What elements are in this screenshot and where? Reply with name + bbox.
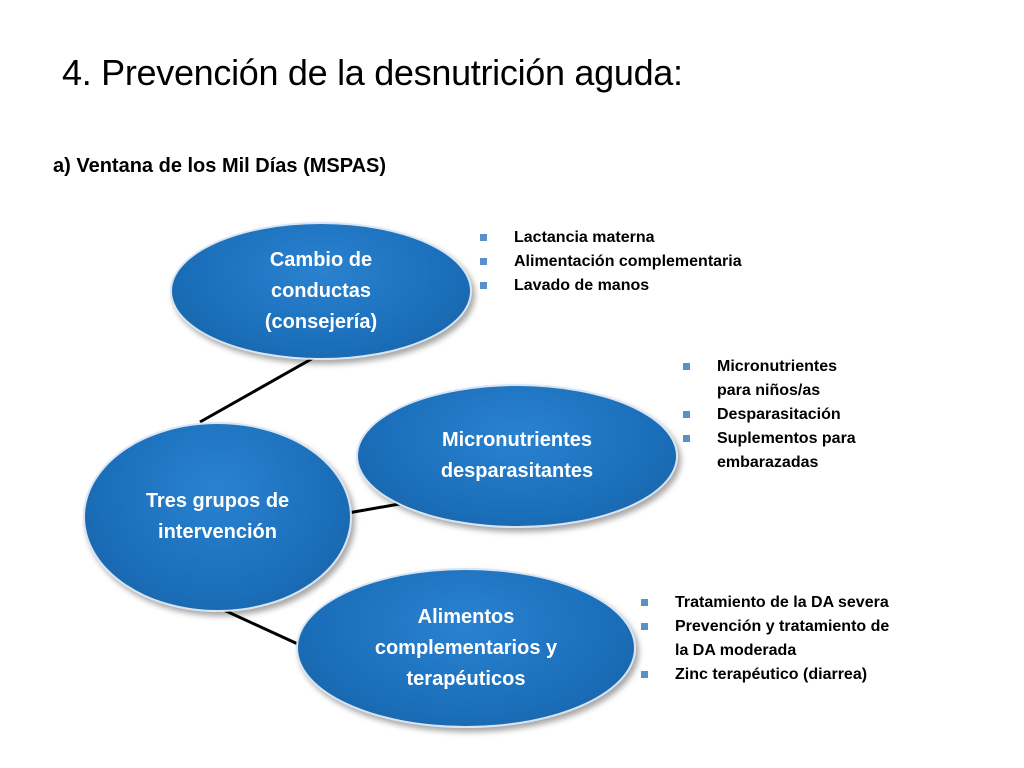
list-item-text: Desparasitación xyxy=(717,406,841,423)
connector-hub-to-behavior xyxy=(200,357,315,422)
list-behavior-change xyxy=(480,226,742,298)
list-item-text: Lactancia materna xyxy=(514,229,655,246)
list-item-text: Micronutrientes para niños/as xyxy=(717,358,838,399)
list-item xyxy=(480,250,742,274)
square-bullet-icon xyxy=(480,234,487,241)
list-item-text: Suplementos para embarazadas xyxy=(717,430,856,471)
list-item-text: Tratamiento de la DA severa xyxy=(675,594,889,611)
slide-title: 4. Prevención de la desnutrición aguda: xyxy=(62,52,683,93)
square-bullet-icon xyxy=(641,671,648,678)
list-item-text: Alimentación complementaria xyxy=(514,253,742,270)
list-item xyxy=(683,403,856,427)
node-complementary-foods xyxy=(296,568,636,728)
list-item-text: Zinc terapéutico (diarrea) xyxy=(675,666,868,683)
list-item xyxy=(480,226,742,250)
node-behavior-change xyxy=(170,222,472,360)
node-micronutrients-label: Micronutrientes desparasitantes xyxy=(440,429,594,482)
square-bullet-icon xyxy=(641,623,648,630)
list-item-text: Lavado de manos xyxy=(514,277,650,294)
list-item xyxy=(480,274,742,298)
square-bullet-icon xyxy=(641,599,648,606)
list-item xyxy=(641,663,889,687)
connector-hub-to-micronutrients xyxy=(348,503,405,513)
node-behavior-change-label: Cambio de conductas (consejería) xyxy=(264,248,378,333)
square-bullet-icon xyxy=(683,363,690,370)
node-complementary-foods-label: Alimentos complementarios y terapéuticos xyxy=(374,605,558,690)
list-item xyxy=(683,355,856,403)
square-bullet-icon xyxy=(683,411,690,418)
list-item xyxy=(683,427,856,475)
slide-subtitle: a) Ventana de los Mil Días (MSPAS) xyxy=(53,155,387,177)
list-complementary-foods xyxy=(641,591,889,687)
connector-hub-to-foods xyxy=(215,606,300,645)
list-item-text: Prevención y tratamiento de la DA moderada xyxy=(675,618,890,659)
node-hub-intervention-groups xyxy=(83,422,352,612)
square-bullet-icon xyxy=(480,282,487,289)
square-bullet-icon xyxy=(683,435,690,442)
list-micronutrients xyxy=(683,355,856,475)
node-hub-label: Tres grupos de intervención xyxy=(145,490,290,543)
node-micronutrients xyxy=(356,384,678,528)
list-item xyxy=(641,591,889,615)
list-item xyxy=(641,615,889,663)
square-bullet-icon xyxy=(480,258,487,265)
